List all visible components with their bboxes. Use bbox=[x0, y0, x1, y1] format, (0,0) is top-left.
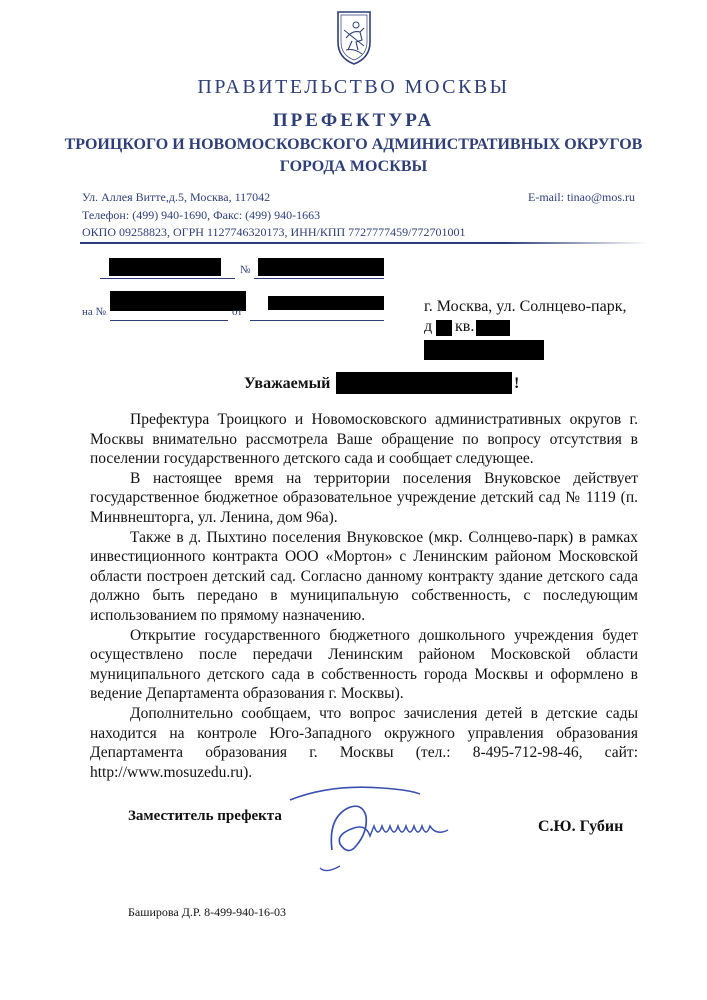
org-email: E-mail: tinao@mos.ru bbox=[528, 190, 636, 204]
signatory-name: С.Ю. Губин bbox=[538, 818, 624, 835]
redacted-incoming-number bbox=[110, 291, 246, 311]
redacted-house bbox=[436, 320, 452, 336]
letterhead-divider bbox=[80, 242, 648, 244]
greeting-salutation: Уважаемый bbox=[244, 375, 331, 392]
signatory-title: Заместитель префекта bbox=[128, 808, 282, 824]
redacted-apartment bbox=[476, 320, 510, 336]
greeting-exclamation: ! bbox=[514, 375, 520, 392]
recipient-house-label: д bbox=[424, 318, 433, 335]
redacted-addressee bbox=[336, 372, 512, 394]
paragraph-2: В настоящее время на территории поселения Внуковское действует государственное бюджетное образовательное учреждение детский сад № 1119 (п. Минвнешторга, ул. Ленина, дом 96а). bbox=[90, 469, 638, 526]
org-codes: ОКПО 09258823, ОГРН 1127746320173, ИНН/КПП 7727777459/772701001 bbox=[82, 225, 466, 239]
paragraph-5: Дополнительно сообщаем, что вопрос зачисления детей в детские сады находится на контроле Юго-Западного окружного управления образования Департамента образования г. Москвы (тел.: 8-495-712-98-46, сайт: http://www.mosuzedu.ru). bbox=[90, 704, 638, 781]
executor-contact: Баширова Д.Р. 8-499-940-16-03 bbox=[128, 905, 287, 919]
org-address: Ул. Аллея Витте,д.5, Москва, 117042 bbox=[82, 190, 271, 204]
number-label: № bbox=[240, 264, 251, 276]
org-name-line2: ГОРОДА МОСКВЫ bbox=[279, 158, 428, 175]
paragraph-1: Префектура Троицкого и Новомосковского административных округов г. Москвы внимательно рассмотрела Ваше обращение по вопросу отсутствия в поселении государственного детского сада и сообщает следующее. bbox=[90, 411, 638, 468]
recipient-address-line1: г. Москва, ул. Солнцево-парк, bbox=[424, 298, 627, 315]
redacted-recipient-name bbox=[424, 340, 544, 360]
prefecture-heading: ПРЕФЕКТУРА bbox=[272, 110, 435, 131]
from-label: от bbox=[232, 306, 243, 318]
paragraph-3: Также в д. Пыхтино поселения Внуковское (мкр. Солнцево-парк) в рамках инвестиционного контракта ООО «Мортон» с Ленинским районом Московской области построен детский сад. Согласно данному контракту здание детского сада должно быть передано в муниципальную собственность, с последующим использованием по прямому назначению. bbox=[90, 528, 638, 624]
handwritten-signature bbox=[270, 780, 510, 880]
org-phone: Телефон: (499) 940-1690, Факс: (499) 940-1663 bbox=[82, 208, 321, 222]
from-underline bbox=[250, 320, 384, 321]
letter-body bbox=[90, 410, 638, 782]
date-underline bbox=[100, 278, 235, 279]
moscow-coat-of-arms-icon bbox=[334, 8, 374, 68]
redacted-date bbox=[109, 258, 221, 276]
paragraph-4: Открытие государственного бюджетного дошкольного учреждения будет осуществлено после передачи Ленинским районом Московской области муниципального детского сада в собственность города Москвы и оформлено в ведение Департамента образования г. Москвы). bbox=[90, 626, 638, 703]
redacted-number bbox=[258, 258, 384, 276]
government-heading: ПРАВИТЕЛЬСТВО МОСКВЫ bbox=[197, 76, 510, 98]
org-name-line1: ТРОИЦКОГО И НОВОМОСКОВСКОГО АДМИНИСТРАТИВНЫХ ОКРУГОВ bbox=[64, 136, 643, 153]
number-underline bbox=[254, 278, 384, 279]
recipient-apt-label: кв. bbox=[455, 318, 475, 335]
on-number-label: на № bbox=[82, 306, 107, 318]
on-number-underline bbox=[110, 320, 228, 321]
redacted-incoming-date bbox=[268, 296, 384, 310]
